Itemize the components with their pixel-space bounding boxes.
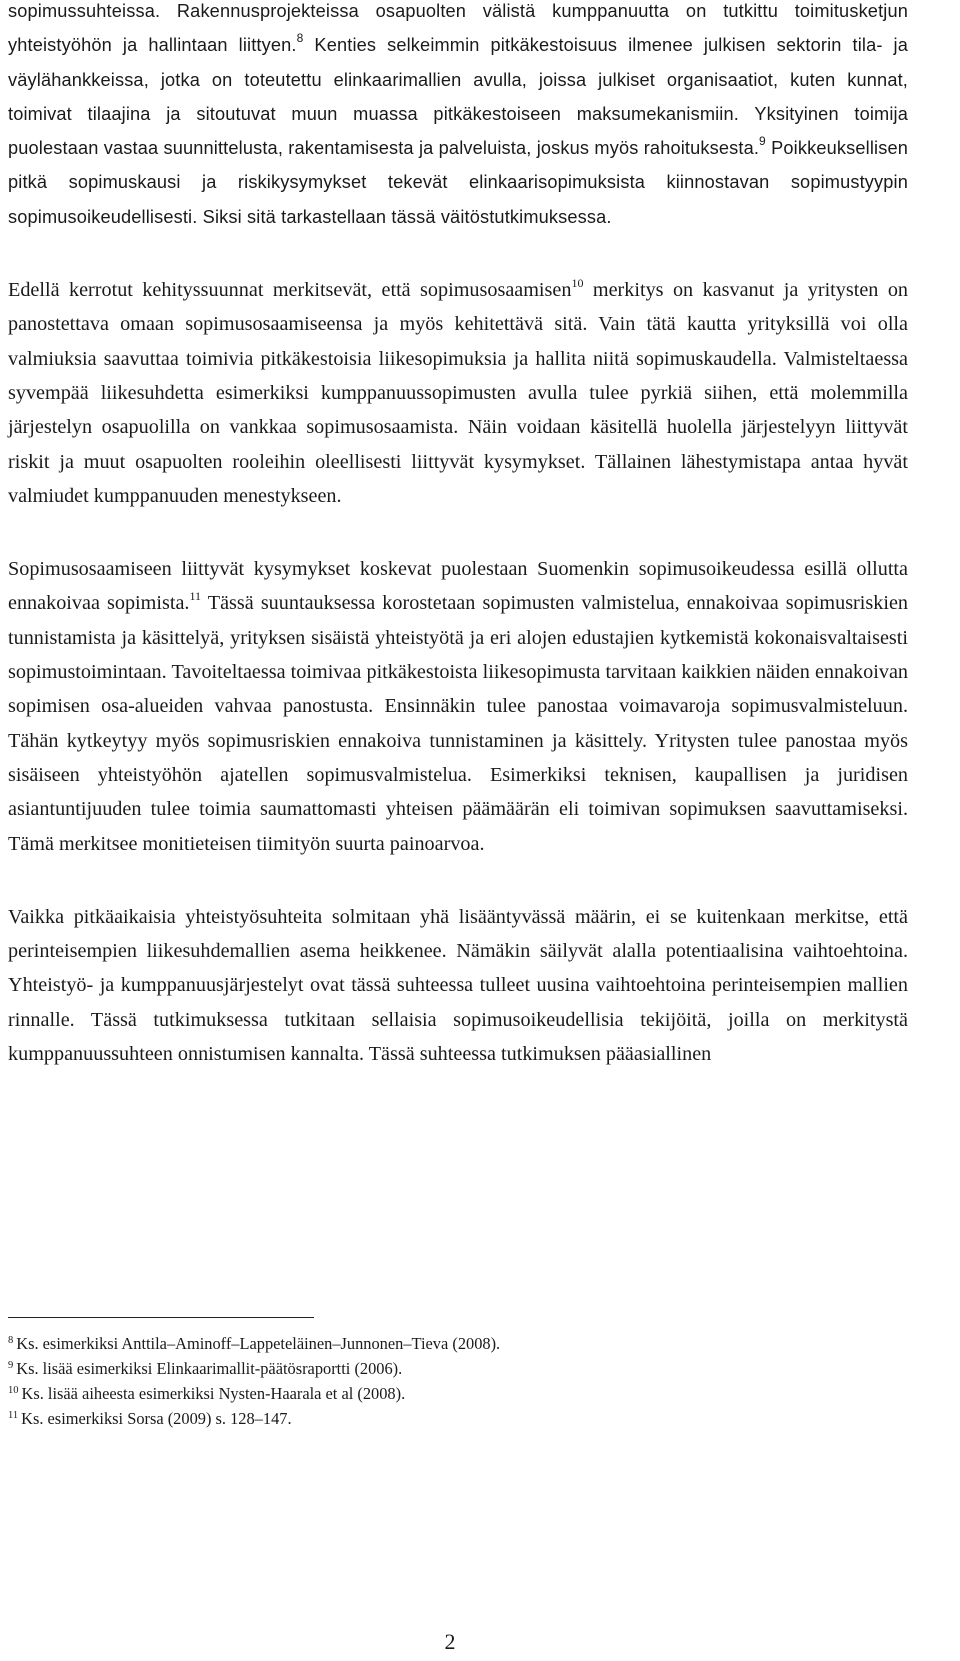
footnote [8,1331,908,1356]
paragraph-text: Sopimusosaamiseen liittyvät kysymykset koskevat puolestaan Suomenkin sopimusoikeudessa esillä ollutta ennakoivaa sopimista. [8,558,908,615]
footnote [8,1356,908,1381]
page-number: 2 [444,1629,456,1654]
paragraph [8,900,908,1071]
footnote-text: Ks. lisää esimerkiksi Elinkaarimallit-päätösraportti (2006). [16,1359,403,1378]
footnote-ref: 9 [759,134,766,149]
paragraph-text: Tässä suuntauksessa korostetaan sopimusten valmistelua, ennakoivaa sopimusriskien tunnistamista ja käsittelyä, yrityksen sisäistä yhteistyötä ja eri alojen edustajien kytkemistä kokonaisvaltaisesti sopimustoimintaan. Tavoiteltaessa toimivaa pitkäkestoista liikesopimusta tarvitaan kaikkien näiden ennakoivan sopimisen osa-alueiden vahvaa panostusta. Ensinnäkin tulee panostaa voimavaroja sopimusvalmisteluun. Tähän kytkeytyy myös sopimusriskien ennakoiva tunnistaminen ja käsittely. Yritysten tulee panostaa myös sisäiseen yhteistyöhön ajatellen sopimusvalmistelua. Esimerkiksi teknisen, kaupallisen ja juridisen asiantuntijuuden tulee toimia saumattomasti yhteisen päämäärän eli toimivan sopimuksen saavuttamiseksi. Tämä merkitsee monitieteisen tiimityön suurta painoarvoa. [8,592,909,855]
footnote-number: 11 [8,1410,19,1421]
paragraph-text: Kenties selkeimmin pitkäkestoisuus ilmenee julkisen sektorin tila- ja väylähankkeissa, jotka on toteutettu elinkaarimallien avulla, joissa julkiset organisaatiot, kuten kunnat, toimivat tilaajina ja sitoutuvat muun muassa pitkäkestoiseen maksumekanismiin. Yksityinen toimija puolestaan vastaa suunnittelusta, rakentamisesta ja palveluista, joskus myös rahoituksesta. [8,35,908,159]
paragraph [8,0,908,234]
paragraph-text: sopimussuhteissa. Rakennusprojekteissa osapuolten välistä kumppanuutta on tutkittu toimitusketjun yhteistyöhön ja hallintaan liittyen. [8,1,908,56]
footnote-text: Ks. esimerkiksi Sorsa (2009) s. 128–147. [21,1409,292,1428]
footnote-number: 10 [8,1385,19,1396]
paragraph [8,552,908,861]
footnote [8,1381,908,1406]
paragraph-text: Vaikka pitkäaikaisia yhteistyösuhteita solmitaan yhä lisääntyvässä määrin, ei se kuitenkaan merkitse, että perinteisempien liikesuhdemallien asema heikkenee. Nämäkin säilyvät alalla potentiaalisina vaihtoehtoina. Yhteistyö- ja kumppanuusjärjestelyt ovat tässä suhteessa tulleet uusina vaihtoehtoina perinteisempien mallien rinnalle. Tässä tutkimuksessa tutkitaan sellaisia sopimusoikeudellisia tekijöitä, joilla on merkitystä kumppanuussuhteen onnistumisen kannalta. Tässä suhteessa tutkimuksen pääasiallinen [8,905,908,1066]
paragraph-text: Edellä kerrotut kehityssuunnat merkitsevät, että sopimusosaamisen [8,279,572,302]
page-body [8,0,908,1110]
paragraph [8,273,908,513]
footnote-ref: 10 [571,276,584,291]
footnote-separator [8,1317,314,1318]
paragraph-text: merkitys on kasvanut ja yritysten on panostettava omaan sopimusosaamiseensa ja myös kehitettävä sitä. Vain tätä kautta yrityksillä voi olla valmiuksia saavuttaa toimivia pitkäkestoisia liikesopimuksia ja hallita niitä sopimuskaudella. Valmisteltaessa syvempää liikesuhdetta esimerkiksi kumppanuussopimusten avulla tulee pyrkiä siihen, että molemmilla järjestelyn osapuolilla on vankkaa sopimusosaamista. Näin voidaan käsitellä huolella järjestelyyn liittyvät riskit ja muut osapuolten rooleihin oleellisesti liittyvät kysymykset. Tällainen lähestymistapa antaa hyvät valmiudet kumppanuuden menestykseen. [8,279,909,507]
footnote-number: 9 [8,1360,14,1371]
footnote-text: Ks. esimerkiksi Anttila–Aminoff–Lappeteläinen–Junnonen–Tieva (2008). [16,1334,501,1353]
footnotes [8,1331,908,1431]
footnote-number: 8 [8,1335,14,1346]
footnote-text: Ks. lisää aiheesta esimerkiksi Nysten-Haarala et al (2008). [21,1384,406,1403]
footnote [8,1406,908,1431]
footnote-ref: 11 [189,589,202,604]
paragraph-text: Poikkeuksellisen pitkä sopimuskausi ja riskikysymykset tekevät elinkaarisopimuksista kiinnostavan sopimustyypin sopimusoikeudellisesti. Siksi sitä tarkastellaan tässä väitöstutkimuksessa. [8,138,908,227]
footnote-ref: 8 [296,31,304,46]
